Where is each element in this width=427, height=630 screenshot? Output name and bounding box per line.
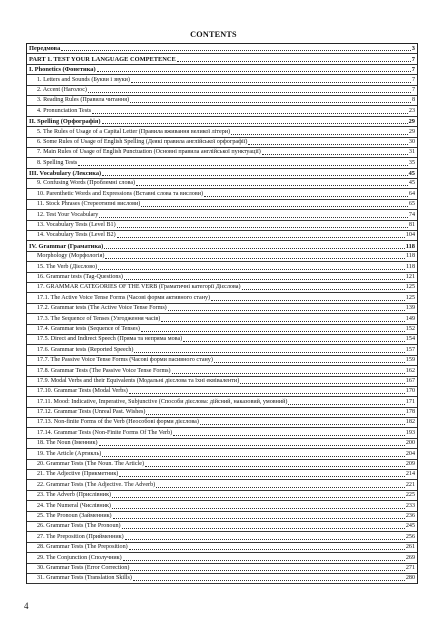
toc-entry-title: 23. The Adverb (Прислівник)	[37, 492, 112, 499]
toc-leader-dots	[200, 424, 405, 425]
toc-entry-title: 19. The Article (Артикль)	[37, 450, 102, 457]
toc-entry-page: 64	[408, 190, 415, 197]
toc-entry-title: 4. Pronunciation Tests	[37, 107, 92, 114]
toc-leader-dots	[288, 404, 404, 405]
toc-entry	[27, 86, 417, 96]
toc-entry	[27, 460, 417, 470]
toc-entry	[27, 418, 417, 428]
toc-entry-page: 209	[405, 461, 415, 468]
toc-leader-dots	[129, 549, 405, 550]
toc-entry-title: Передмова	[29, 45, 61, 53]
toc-entry-page: 139	[405, 305, 415, 312]
toc-entry	[27, 179, 417, 189]
toc-entry	[27, 325, 417, 335]
toc-entry-title: 17.3. The Sequence of Tenses (Узгодження часів)	[37, 315, 161, 322]
toc-entry-page: 125	[405, 294, 415, 301]
toc-entry	[27, 96, 417, 106]
toc-section-heading	[27, 241, 417, 251]
toc-entry	[27, 574, 417, 584]
toc-entry-title: 17.7. The Passive Voice Tense Forms (Часові форми пасивного стану)	[37, 357, 213, 364]
toc-leader-dots	[117, 227, 408, 228]
toc-entry	[27, 273, 417, 283]
toc-entry-page: 214	[405, 471, 415, 478]
toc-entry-page: 167	[405, 377, 415, 384]
toc-leader-dots	[141, 206, 408, 207]
toc-entry-page: 7	[411, 66, 415, 74]
toc-entry-title: 16. Grammar tests (Tag-Questions)	[37, 273, 123, 280]
toc-leader-dots	[129, 393, 405, 394]
toc-entry	[27, 564, 417, 574]
toc-entry	[27, 449, 417, 459]
toc-leader-dots	[145, 466, 405, 467]
toc-leader-dots	[125, 539, 405, 540]
toc-entry-title: 22. Grammar Tests (The Adjective. The Adverb)	[37, 481, 156, 488]
toc-entry-page: 170	[405, 388, 415, 395]
toc-entry	[27, 501, 417, 511]
toc-entry-title: 20. Grammar Tests (The Noun. The Article)	[37, 461, 144, 468]
toc-entry-page: 7	[411, 55, 415, 63]
toc-entry-page: 45	[408, 180, 415, 187]
toc-leader-dots	[78, 165, 408, 166]
toc-entry-title: 17.10. Grammar Tests (Modal Verbs)	[37, 388, 128, 395]
toc-entry	[27, 283, 417, 293]
toc-entry-title: 14. Vocabulary Tests (Level B2)	[37, 232, 116, 239]
toc-entry-page: 125	[405, 284, 415, 291]
toc-entry	[27, 491, 417, 501]
toc-entry-title: 28. Grammar Tests (The Preposition)	[37, 544, 128, 551]
toc-entry-title: 17.13. Non-finite Forms of the Verb (Неособові форми дієслова)	[37, 419, 199, 426]
toc-entry-page: 236	[405, 512, 415, 519]
toc-leader-dots	[214, 362, 405, 363]
toc-entry-page: 30	[408, 138, 415, 145]
toc-entry-title: 17.1. The Active Voice Tense Forms (Часові форми активного стану)	[37, 294, 211, 301]
toc-leader-dots	[183, 341, 405, 342]
toc-entry-page: 154	[405, 336, 415, 343]
toc-entry-page: 271	[405, 564, 415, 571]
toc-leader-dots	[131, 82, 411, 83]
toc-entry-page: 280	[405, 575, 415, 582]
toc-leader-dots	[112, 508, 405, 509]
toc-leader-dots	[104, 248, 405, 249]
toc-leader-dots	[130, 570, 404, 571]
toc-entry-page: 221	[405, 481, 415, 488]
toc-entry-page: 200	[405, 440, 415, 447]
toc-entry-page: 152	[405, 325, 415, 332]
toc-entry-title: 17.11. Mood: Indicative, Imperative, Subjunctive (Способи дієслова: дійсний, наказовий, умовний)	[37, 398, 288, 405]
toc-leader-dots	[112, 497, 405, 498]
toc-entry-page: 261	[405, 544, 415, 551]
toc-leader-dots	[102, 456, 405, 457]
toc-entry-page: 121	[405, 273, 415, 280]
toc-entry	[27, 293, 417, 303]
toc-entry	[27, 189, 417, 199]
toc-leader-dots	[117, 237, 405, 238]
toc-leader-dots	[156, 487, 405, 488]
toc-entry-page: 157	[405, 346, 415, 353]
toc-entry-title: 3. Reading Rules (Правила читання)	[37, 97, 130, 104]
toc-leader-dots	[119, 476, 405, 477]
table-of-contents	[26, 43, 418, 584]
toc-entry-page: 178	[405, 409, 415, 416]
toc-leader-dots	[61, 50, 410, 51]
toc-entry-page: 118	[406, 253, 415, 260]
toc-entry	[27, 366, 417, 376]
toc-entry	[27, 480, 417, 490]
toc-entry-title: 31. Grammar Tests (Translation Skills)	[37, 575, 132, 582]
toc-leader-dots	[262, 154, 408, 155]
toc-entry-title: IV. Grammar (Граматика)	[29, 242, 104, 250]
toc-entry-title: 8. Spelling Tests	[37, 159, 78, 166]
toc-entry-title: Morphology (Морфологія)	[37, 253, 105, 260]
toc-leader-dots	[248, 144, 407, 145]
toc-leader-dots	[113, 518, 405, 519]
toc-entry-page: 162	[405, 367, 415, 374]
toc-entry-title: 10. Parenthetic Words and Expressions (Вставні слова та вислови)	[37, 190, 204, 197]
toc-entry	[27, 543, 417, 553]
page-title: CONTENTS	[190, 30, 237, 39]
toc-entry	[27, 262, 417, 272]
toc-entry-title: 24. The Numeral (Числівник)	[37, 502, 111, 509]
toc-entry-title: 25. The Pronoun (Займенник)	[37, 512, 112, 519]
toc-entry-title: 17.8. Grammar Tests (The Passive Voice Tense Forms)	[37, 367, 171, 374]
toc-leader-dots	[102, 175, 407, 176]
toc-leader-dots	[92, 113, 408, 114]
toc-entry-page: 29	[408, 118, 415, 126]
toc-leader-dots	[99, 445, 405, 446]
toc-entry	[27, 377, 417, 387]
toc-entry	[27, 158, 417, 168]
toc-leader-dots	[204, 196, 408, 197]
toc-leader-dots	[173, 435, 405, 436]
toc-entry	[27, 356, 417, 366]
toc-entry	[27, 106, 417, 116]
toc-entry-title: I. Phonetics (Фонетика)	[29, 66, 96, 74]
toc-entry-title: II. Spelling (Орфографія)	[29, 118, 101, 126]
toc-entry	[27, 522, 417, 532]
toc-entry-title: 6. Some Rules of Usage of English Spelling (Деякі правила англійської орфографії)	[37, 138, 248, 145]
toc-entry	[27, 397, 417, 407]
toc-entry	[27, 210, 417, 220]
toc-section-heading	[27, 117, 417, 127]
toc-entry-page: 182	[405, 419, 415, 426]
toc-entry	[27, 553, 417, 563]
toc-entry	[27, 387, 417, 397]
toc-entry-page: 8	[411, 97, 415, 104]
toc-entry	[27, 231, 417, 241]
toc-entry-page: 7	[411, 76, 415, 83]
toc-section-heading	[27, 54, 417, 64]
toc-entry-title: 17.6. Grammar tests (Reported Speech)	[37, 346, 134, 353]
toc-entry-title: 30. Grammar Tests (Error Correction)	[37, 564, 130, 571]
toc-entry	[27, 428, 417, 438]
toc-entry-title: 17.2. Grammar tests (The Active Voice Tense Forms)	[37, 305, 167, 312]
toc-entry	[27, 470, 417, 480]
toc-entry	[27, 221, 417, 231]
toc-entry-page: 204	[405, 450, 415, 457]
toc-entry-title: III. Vocabulary (Лексика)	[29, 170, 102, 178]
toc-entry-page: 81	[408, 222, 415, 229]
toc-leader-dots	[240, 383, 405, 384]
toc-entry-title: 17.5. Direct and Indirect Speech (Пряма та непряма мова)	[37, 336, 183, 343]
toc-entry-page: 149	[405, 315, 415, 322]
toc-entry-title: 7. Main Rules of Usage of English Punctuation (Основні правила англійської пунктуації)	[37, 149, 261, 156]
toc-leader-dots	[161, 321, 405, 322]
toc-entry	[27, 345, 417, 355]
toc-leader-dots	[122, 528, 405, 529]
toc-entry-page: 245	[405, 523, 415, 530]
toc-entry-title: 13. Vocabulary Tests (Level B1)	[37, 222, 116, 229]
toc-leader-dots	[88, 92, 411, 93]
toc-entry-title: 18. The Noun (Іменник)	[37, 440, 98, 447]
toc-entry-page: 35	[408, 159, 415, 166]
toc-leader-dots	[141, 331, 405, 332]
toc-entry-title: 11. Stock Phrases (Стереотипні вислови)	[37, 201, 141, 208]
toc-section-heading	[27, 65, 417, 75]
toc-entry-page: 118	[406, 263, 415, 270]
toc-entry	[27, 138, 417, 148]
toc-entry-page: 225	[405, 492, 415, 499]
toc-entry-title: PART 1. TEST YOUR LANGUAGE COMPETENCE	[29, 55, 176, 63]
toc-entry	[27, 75, 417, 85]
toc-entry-title: 12. Test Your Vocabulary	[37, 211, 99, 218]
toc-entry-page: 7	[411, 86, 415, 93]
toc-entry-title: 27. The Preposition (Прийменник)	[37, 533, 124, 540]
toc-entry	[27, 252, 417, 262]
toc-leader-dots	[133, 580, 405, 581]
toc-entry-page: 3	[411, 45, 415, 53]
toc-entry	[27, 127, 417, 137]
toc-entry-title: 29. The Conjunction (Сполучник)	[37, 554, 122, 561]
toc-entry-page: 104	[405, 232, 415, 239]
toc-leader-dots	[146, 414, 404, 415]
toc-entry-title: 9. Confusing Words (Проблемні слова)	[37, 180, 136, 187]
toc-entry-title: 15. The Verb (Дієслово)	[37, 263, 98, 270]
toc-entry-page: 269	[405, 554, 415, 561]
toc-entry	[27, 148, 417, 158]
toc-leader-dots	[172, 373, 405, 374]
toc-entry	[27, 200, 417, 210]
toc-entry-page: 65	[408, 201, 415, 208]
toc-entry-title: 5. The Rules of Usage of a Capital Letter (Правила вживання великої літери)	[37, 128, 231, 135]
toc-entry-title: 17.4. Grammar tests (Sequence of Tenses)	[37, 325, 140, 332]
toc-leader-dots	[134, 352, 404, 353]
toc-entry-page: 23	[408, 107, 415, 114]
toc-entry-page: 31	[408, 149, 415, 156]
toc-entry	[27, 314, 417, 324]
toc-entry-title: 1. Letters and Sounds (Букви і звуки)	[37, 76, 130, 83]
toc-leader-dots	[99, 217, 408, 218]
toc-section-heading	[27, 44, 417, 54]
toc-entry	[27, 408, 417, 418]
page-number: 4	[24, 601, 29, 611]
toc-leader-dots	[242, 289, 405, 290]
toc-entry-title: 17.12. Grammar Tests (Unreal Past. Wishes)	[37, 409, 146, 416]
toc-leader-dots	[98, 269, 405, 270]
toc-entry-title: 21. The Adjective (Прикметник)	[37, 471, 119, 478]
toc-leader-dots	[168, 310, 405, 311]
toc-leader-dots	[211, 300, 405, 301]
toc-entry	[27, 304, 417, 314]
toc-leader-dots	[102, 123, 408, 124]
toc-entry	[27, 439, 417, 449]
toc-leader-dots	[130, 102, 411, 103]
toc-entry-title: 17.9. Modal Verbs and their Equivalents (Модальні дієслова та їхні еквіваленти)	[37, 377, 240, 384]
toc-entry-page: 118	[405, 242, 415, 250]
toc-entry-page: 45	[408, 170, 415, 178]
toc-leader-dots	[123, 560, 405, 561]
toc-entry-page: 159	[405, 357, 415, 364]
toc-leader-dots	[124, 279, 405, 280]
toc-entry	[27, 532, 417, 542]
toc-entry-page: 171	[405, 398, 415, 405]
toc-leader-dots	[105, 258, 405, 259]
toc-entry-title: 26. Grammar Tests (The Pronoun)	[37, 523, 121, 530]
toc-entry-page: 74	[408, 211, 415, 218]
toc-section-heading	[27, 169, 417, 179]
toc-leader-dots	[177, 61, 411, 62]
toc-entry-title: 17. GRAMMAR CATEGORIES OF THE VERB (Граматичні категорії Дієслова)	[37, 284, 241, 291]
toc-leader-dots	[136, 185, 408, 186]
toc-entry-title: 2. Accent (Наголос)	[37, 86, 87, 93]
toc-entry	[27, 512, 417, 522]
toc-entry-page: 29	[408, 128, 415, 135]
toc-entry	[27, 335, 417, 345]
toc-entry-page: 193	[405, 429, 415, 436]
toc-leader-dots	[231, 134, 408, 135]
toc-entry-title: 17.14. Grammar Tests (Non-Finite Forms Of The Verb)	[37, 429, 173, 436]
toc-leader-dots	[97, 71, 411, 72]
toc-entry-page: 233	[405, 502, 415, 509]
toc-entry-page: 256	[405, 533, 415, 540]
